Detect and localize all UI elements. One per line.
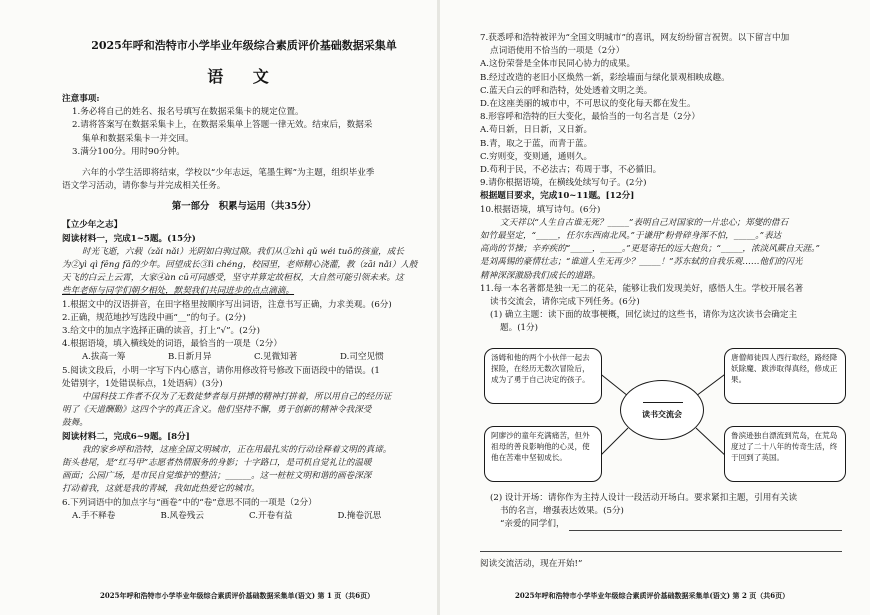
question-5-text: 明了《天道酬勤》这四个字的真正含义。他们坚持不懈，勇于创新的精神令我深受 <box>62 405 372 416</box>
question-8-option: D.苟利于民，不必法古；苟周于事，不必循旧。 <box>480 165 662 176</box>
question-10-text: 是刘禹锡的豪情壮志；“谁道人生无再少？_____！”苏东轼的自我乐观……他们的闪光 <box>480 257 803 268</box>
answer-line[interactable] <box>480 541 842 552</box>
reading-two-line: 街头巷尾，是“红马甲”志愿者热情服务的身影；十字路口，是司机自觉礼让的温暖 <box>62 458 372 469</box>
reading-two-line: 画面；公园广场，是市民自觉维护的整洁；______。这一桩桩文明和谐的画卷深深 <box>62 471 372 482</box>
option-c: C.见微知著 <box>254 352 298 363</box>
intro-line: 语文学习活动，请你参与并完成相关任务。 <box>62 181 226 192</box>
question-7: 7.获悉呼和浩特被评为“全国文明城市”的喜讯，网友纷纷留言祝贺。以下留言中加 <box>480 33 790 43</box>
option-b: B.风卷残云 <box>160 510 204 521</box>
option-a: A.拔高一筹 <box>82 352 126 363</box>
story-box-robinson: 鲁滨逊独自漂流到荒岛，在荒岛度过了二十八年的传奇生活，终于回到了英国。 <box>724 426 846 482</box>
question-10: 10.根据语境，填写诗句。(6分) <box>480 204 601 215</box>
section-one-title: 第一部分 积累与运用（共35分） <box>171 201 317 213</box>
question-4: 4.根据语境，填入横线处的词语，最恰当的一项是（2分） <box>62 339 282 350</box>
question-8: 8.形容呼和浩特的巨大变化，最恰当的一句名言是（2分） <box>480 112 700 123</box>
question-2: 2.正确，规范地抄写选段中画“__”的句子。(2分) <box>62 312 246 323</box>
question-10-text: 如竹最坚定，“_____，任尔东西南北风。”于谦用“粉骨碎身浑不怕，_____。”表达 <box>480 231 782 242</box>
reading-two-line: 我的家乡呼和浩特，这座全国文明城市，正在用最扎实的行动诠释着文明的真谛。 <box>82 444 392 455</box>
closing-line: 阅读交流活动，现在开始!” <box>480 559 583 570</box>
connector-line <box>598 428 628 458</box>
story-box-childhood: 阿廖沙的童年充满痛苦，但外祖母的善良影响他的心灵，使他在苦难中坚韧成长。 <box>484 426 602 482</box>
story-box-tom-sawyer: 汤姆和他的两个小伙伴一起去探险，在经历无数次冒险后，成为了勇于自己决定的孩子。 <box>484 348 602 404</box>
question-7-option: A.这份荣誉是全体市民同心协力的成果。 <box>480 59 636 70</box>
block-tag: 【立少年之志】 <box>62 220 123 231</box>
question-8-option: A.苟日新，日日新，又日新。 <box>480 125 593 136</box>
reading-one-line: 些年老师与同学们朝夕相处，默契我们共同进步的点点滴滴。 <box>62 286 295 297</box>
question-5: 5.阅读文段后，小明一字写下内心感言，请你用修改符号修改下面语段中的错误。(1 <box>62 365 380 376</box>
question-11-part-2: 书的名言，增强表达效果。(5分) <box>500 505 624 516</box>
page-two-footer: 2025年呼和浩特市小学毕业年级综合素质评价基础数据采集单(语文) 第 2 页（共6页） <box>515 591 790 600</box>
option-d: D.掩卷沉思 <box>337 510 382 521</box>
question-8-option: B.青，取之于蓝，而青于蓝。 <box>480 138 593 149</box>
question-5-text: 中国科技工作者不仅为了无数徒梦者每月拼搏的精神打拼着，所以用自己的经历证 <box>82 392 392 403</box>
reading-two-line: 打动着我，这就是我的青城，我如此热爱它的城市。 <box>62 484 260 495</box>
notice-title: 注意事项: <box>62 94 100 104</box>
notice-line: 2.请将答案写在数据采集卡上，在数据采集单上答题一律无效。结束后，数据采 <box>72 120 373 131</box>
question-6: 6.下列词语中的加点字与“画卷”中的“卷”意思不同的一项是（2分） <box>62 497 317 508</box>
question-7-option: B.经过改造的老旧小区焕然一新，彩绘墙面与绿化景观相映成趣。 <box>480 72 730 83</box>
book-club-diagram <box>480 346 848 484</box>
subject-title: 语 文 <box>207 67 281 86</box>
question-11: 读书交流会，请你完成下列任务。(6分) <box>490 297 640 308</box>
reading-three-title: 根据题目要求，完成10~11题。[12分] <box>480 191 635 202</box>
page-one-footer: 2025年呼和浩特市小学毕业年级综合素质评价基础数据采集单(语文) 第 1 页（共6页） <box>100 591 375 600</box>
salutation: “亲爱的同学们， <box>500 519 565 530</box>
reading-two-title: 阅读材料二，完成6~9题。[8分] <box>62 431 190 442</box>
question-5: 处错别字，1处错误标点，1处语病）(3分) <box>62 378 223 389</box>
question-9: 9.请你根据语境，在横线处续写句子。(2分) <box>480 178 647 189</box>
question-7-option: D.在这座美丽的城市中，不可思议的变化每天都在发生。 <box>480 99 696 110</box>
question-11-part-1: (1) 确立主题：读下面的故事梗概，回忆读过的这些书，请你为这次读书会确定主 <box>490 310 798 321</box>
question-1: 1.根据文中的汉语拼音，在田字格里按顺序写出词语，注意书写正确，力求美观。(6分) <box>62 299 392 310</box>
question-7: 点词语使用不恰当的一项是（2分） <box>490 46 625 57</box>
notice-line: 集单和数据采集卡一并交回。 <box>82 133 194 144</box>
intro-line: 六年的小学生活即将结束，学校以“少年志远，笔墨生辉”为主题，组织毕业季 <box>82 168 375 179</box>
question-7-option: C.蓝天白云的呼和浩特，处处透着文明之美。 <box>480 85 653 96</box>
question-10-text: 精神深深激励我们成长的道路。 <box>480 270 601 281</box>
question-6-options <box>62 510 426 523</box>
option-a: A.手不释卷 <box>72 510 116 521</box>
question-10-text: 文天祥以“人生自古谁无死？_____”表明自己对国家的一片忠心；郑燮的借石 <box>500 217 789 228</box>
reading-one-line: 为②yì qì fēng fā的少年。回望成长③lì chéng，校园里，老师精心浇灌，教（zāi nǎi）人般 <box>62 260 418 271</box>
theme-blank[interactable] <box>643 395 683 403</box>
question-11: 11.每一本名著都是独一无二的花朵，能够让我们发现美好，感悟人生。学校开展名著 <box>480 283 804 294</box>
theme-ellipse <box>620 380 704 440</box>
answer-line[interactable] <box>569 520 842 531</box>
theme-label: 读书交流会 <box>642 408 682 419</box>
notice-line: 3.满分100分。用时90分钟。 <box>72 146 185 157</box>
question-8-option: C.穷则变，变则通，通则久。 <box>480 151 593 162</box>
connector-line <box>598 372 628 396</box>
option-c: C.开卷有益 <box>249 510 293 521</box>
reading-one-line: 时光飞逝，六载（zǎi nǎi）光阴如白驹过隙。我们从①zhì qǔ wéi tuō的孩童，成长 <box>82 246 404 257</box>
reading-one-title: 阅读材料一，完成1~5题。(15分) <box>62 233 196 244</box>
question-3: 3.给文中的加点字选择正确的读音，打上“√”。(2分) <box>62 326 260 337</box>
option-b: B.日新月异 <box>168 352 212 363</box>
question-11-part-1: 题。(1分) <box>500 323 538 334</box>
question-10-text: 高尚的节操；辛弃疾的“_____，_____。”更是寄托的远大抱负；“_____，浓淡风蕨自天涯。” <box>480 244 820 255</box>
page-two <box>440 0 870 615</box>
exam-title: 2025年呼和浩特市小学毕业年级综合素质评价基础数据采集单 <box>91 39 397 52</box>
question-4-options <box>62 351 426 364</box>
question-5-text: 鼓舞。 <box>62 418 88 429</box>
story-box-journey-west: 唐僧师徒四人西行取经，路经降妖除魔、跋涉取得真经，修成正果。 <box>724 348 846 404</box>
reading-one-line: 天飞的白云上云霄，大家④àn cū可同感受，坚守并算定故桓权，大自然可能引领未来。这 <box>62 273 404 284</box>
salutation-row <box>480 518 848 531</box>
notice-line: 1.务必将自己的姓名、报名号填写在数据采集卡的规定位置。 <box>72 107 304 118</box>
question-11-part-2: (2) 设计开场：请你作为主持人设计一段活动开场白。要求紧扣主题，引用有关读 <box>490 492 798 503</box>
option-d: D.司空见惯 <box>340 352 384 363</box>
